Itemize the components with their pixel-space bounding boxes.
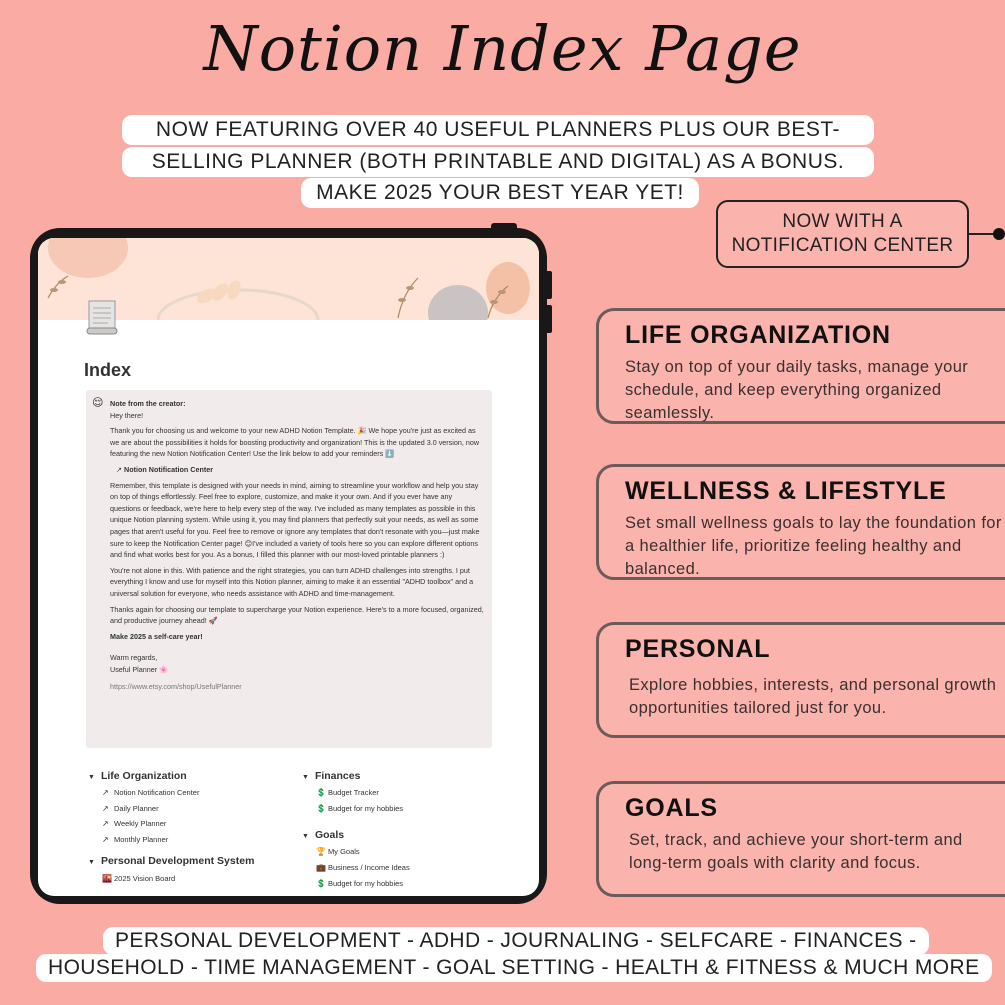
- feature-heading: LIFE ORGANIZATION: [625, 321, 891, 349]
- scroll-icon: [86, 298, 120, 336]
- toggle-life-organization[interactable]: [88, 770, 288, 782]
- callout-signature: Useful Planner 🌸: [110, 664, 169, 674]
- notion-page-screen: [38, 238, 539, 896]
- toc-link[interactable]: [88, 870, 288, 886]
- toc-link-label: Business / Income Ideas: [328, 863, 410, 873]
- tablet-volume-down: [545, 305, 552, 333]
- toggle-goals[interactable]: [302, 829, 502, 841]
- feature-text: Explore hobbies, interests, and personal growth opportunities tailored just for you.: [629, 676, 997, 717]
- toc-link[interactable]: [302, 801, 502, 817]
- toggle-finances[interactable]: [302, 770, 502, 782]
- toc-link[interactable]: [88, 816, 288, 832]
- feature-card-goals: [596, 781, 1005, 897]
- toggle-label: Goals: [314, 829, 345, 842]
- triangle-down-icon: ▼: [88, 774, 95, 781]
- toc-column-left: [88, 770, 288, 886]
- toc-link-label: 2025 Vision Board: [114, 873, 176, 883]
- arrow-link-icon: ↗: [102, 819, 109, 829]
- bottom-tagline-2: HOUSEHOLD - TIME MANAGEMENT - GOAL SETTING - HEALTH & FITNESS & MUCH MORE: [36, 954, 992, 982]
- dollar-icon: 💲: [316, 878, 326, 888]
- hero-line-1: NOW FEATURING OVER 40 USEFUL PLANNERS PLUS OUR BEST-: [122, 115, 874, 145]
- trophy-icon: 🏆: [316, 847, 326, 857]
- hero-line-2: SELLING PLANNER (BOTH PRINTABLE AND DIGITAL) AS A BONUS.: [122, 147, 874, 177]
- badge-connector-dot: [993, 228, 1005, 240]
- creator-note-callout: [86, 390, 492, 748]
- toggle-label: Finances: [314, 770, 361, 782]
- toc-link[interactable]: [302, 875, 502, 891]
- feature-text: Stay on top of your daily tasks, manage your schedule, and keep everything organized seamlessly.: [625, 358, 969, 422]
- toc-link[interactable]: [88, 801, 288, 817]
- briefcase-icon: 💼: [316, 863, 326, 873]
- arrow-link-icon: ↗: [116, 464, 125, 474]
- callout-signoff: Warm regards,: [110, 653, 158, 663]
- page-icon[interactable]: [86, 298, 120, 336]
- feature-card-personal: [596, 622, 1005, 738]
- sunset-icon: 🌇: [102, 873, 112, 883]
- callout-paragraph-3: You're not alone in this. With patience and the right strategies, you can turn ADHD challenges into strengths. I put everything I know and use for myself into this Notion planner, aiming to make it an essential "ADHD toolbox" and a universal solution for everyone, who needs assistance with ADHD and time-management.: [110, 565, 474, 598]
- toggle-personal-development[interactable]: [88, 855, 288, 867]
- toc-link[interactable]: [88, 785, 288, 801]
- feature-card-wellness: [596, 464, 1005, 580]
- toc-link-label: My Goals: [328, 847, 360, 857]
- dollar-icon: 💲: [316, 788, 326, 798]
- arrow-link-icon: ↗: [102, 788, 109, 798]
- callout-paragraph-4: Thanks again for choosing our template to supercharge your Notion experience. Here's to a more focused, organized, and productive journey ahead! 🚀: [110, 604, 484, 626]
- dollar-icon: 💲: [316, 803, 326, 813]
- notification-center-badge: [716, 200, 969, 268]
- triangle-down-icon: ▼: [302, 774, 309, 781]
- bottom-tagline-1: PERSONAL DEVELOPMENT - ADHD - JOURNALING - SELFCARE - FINANCES -: [103, 927, 929, 955]
- triangle-down-icon: ▼: [88, 859, 95, 867]
- toc-link[interactable]: [302, 860, 502, 876]
- arrow-link-icon: ↗: [102, 835, 109, 845]
- toggle-label: Life Organization: [100, 770, 187, 782]
- feature-text: Set small wellness goals to lay the foundation for a healthier life, prioritize feeling healthy and balanced.: [625, 514, 1002, 578]
- feature-heading: WELLNESS & LIFESTYLE: [625, 477, 947, 505]
- badge-line-1: NOW WITH A: [782, 211, 903, 232]
- callout-paragraph-1: Thank you for choosing us and welcome to your new ADHD Notion Template. 🎉 We hope you're just as excited as we are about the possibilities it holds for boosting productivity and organization! This is the updated 3.0 version, now featuring the new Notion Notification Center! Use the link below to add your reminders ⬇️: [110, 426, 480, 459]
- page-title: Notion Index Page: [203, 12, 802, 85]
- relieved-face-icon: 😌: [92, 397, 104, 409]
- toc-link-label: Weekly Planner: [114, 819, 167, 829]
- toc-link-label: Budget for my hobbies: [328, 878, 404, 888]
- callout-heading: Note from the creator:: [110, 399, 186, 408]
- callout-paragraph-5: Make 2025 a self-care year!: [110, 631, 203, 641]
- toc-link-label: Daily Planner: [114, 803, 159, 813]
- feature-card-life-organization: [596, 308, 1005, 424]
- callout-greeting: Hey there!: [110, 410, 144, 420]
- etsy-shop-link[interactable]: https://www.etsy.com/shop/UsefulPlanner: [110, 682, 242, 692]
- triangle-down-icon: ▼: [302, 833, 309, 841]
- tablet-volume-up: [545, 271, 552, 299]
- toc-link-label: Notion Notification Center: [114, 788, 200, 798]
- hero-line-3: MAKE 2025 YOUR BEST YEAR YET!: [301, 178, 699, 208]
- toc-link[interactable]: [88, 832, 288, 848]
- tablet-power-button: [491, 223, 517, 231]
- toggle-label: Personal Development System: [100, 855, 255, 868]
- toc-link-label: Budget Tracker: [328, 788, 379, 798]
- toc-link[interactable]: [302, 844, 502, 860]
- toc-column-right: [302, 770, 502, 891]
- feature-heading: PERSONAL: [625, 635, 771, 663]
- feature-text: Set, track, and achieve your short-term and long-term goals with clarity and focus.: [629, 831, 963, 872]
- toc-link-label: Budget for my hobbies: [328, 803, 404, 813]
- arrow-link-icon: ↗: [102, 803, 109, 813]
- notion-page-title: Index: [84, 360, 132, 380]
- toc-link[interactable]: [302, 785, 502, 801]
- callout-paragraph-2: Remember, this template is designed with your needs in mind, aiming to streamline your workflow and help you stay on top of things effortlessly. Feel free to explore, customize, and make it your own. And if you ever have any questions or feedback, we're here to help every step of the way. I've included as many templates as possible in this unique Notion planning system. While using it, you may find planners that perfectly suit your needs, as well as some pages that aren't useful for you. Feel free to remove or ignore any templates that don't resonate with you—just make sure to keep the Notification Center page! 😊I've included a variety of tools here so you can explore different options and find what works best for you. As a bonus, I filled this planner with our most-loved printable planners :): [110, 480, 480, 560]
- notification-center-link-label: Notion Notification Center: [124, 464, 214, 474]
- toc-link-label: Monthly Planner: [114, 835, 169, 845]
- feature-heading: GOALS: [625, 794, 718, 822]
- notification-center-link[interactable]: [110, 464, 484, 476]
- badge-line-2: NOTIFICATION CENTER: [731, 235, 954, 256]
